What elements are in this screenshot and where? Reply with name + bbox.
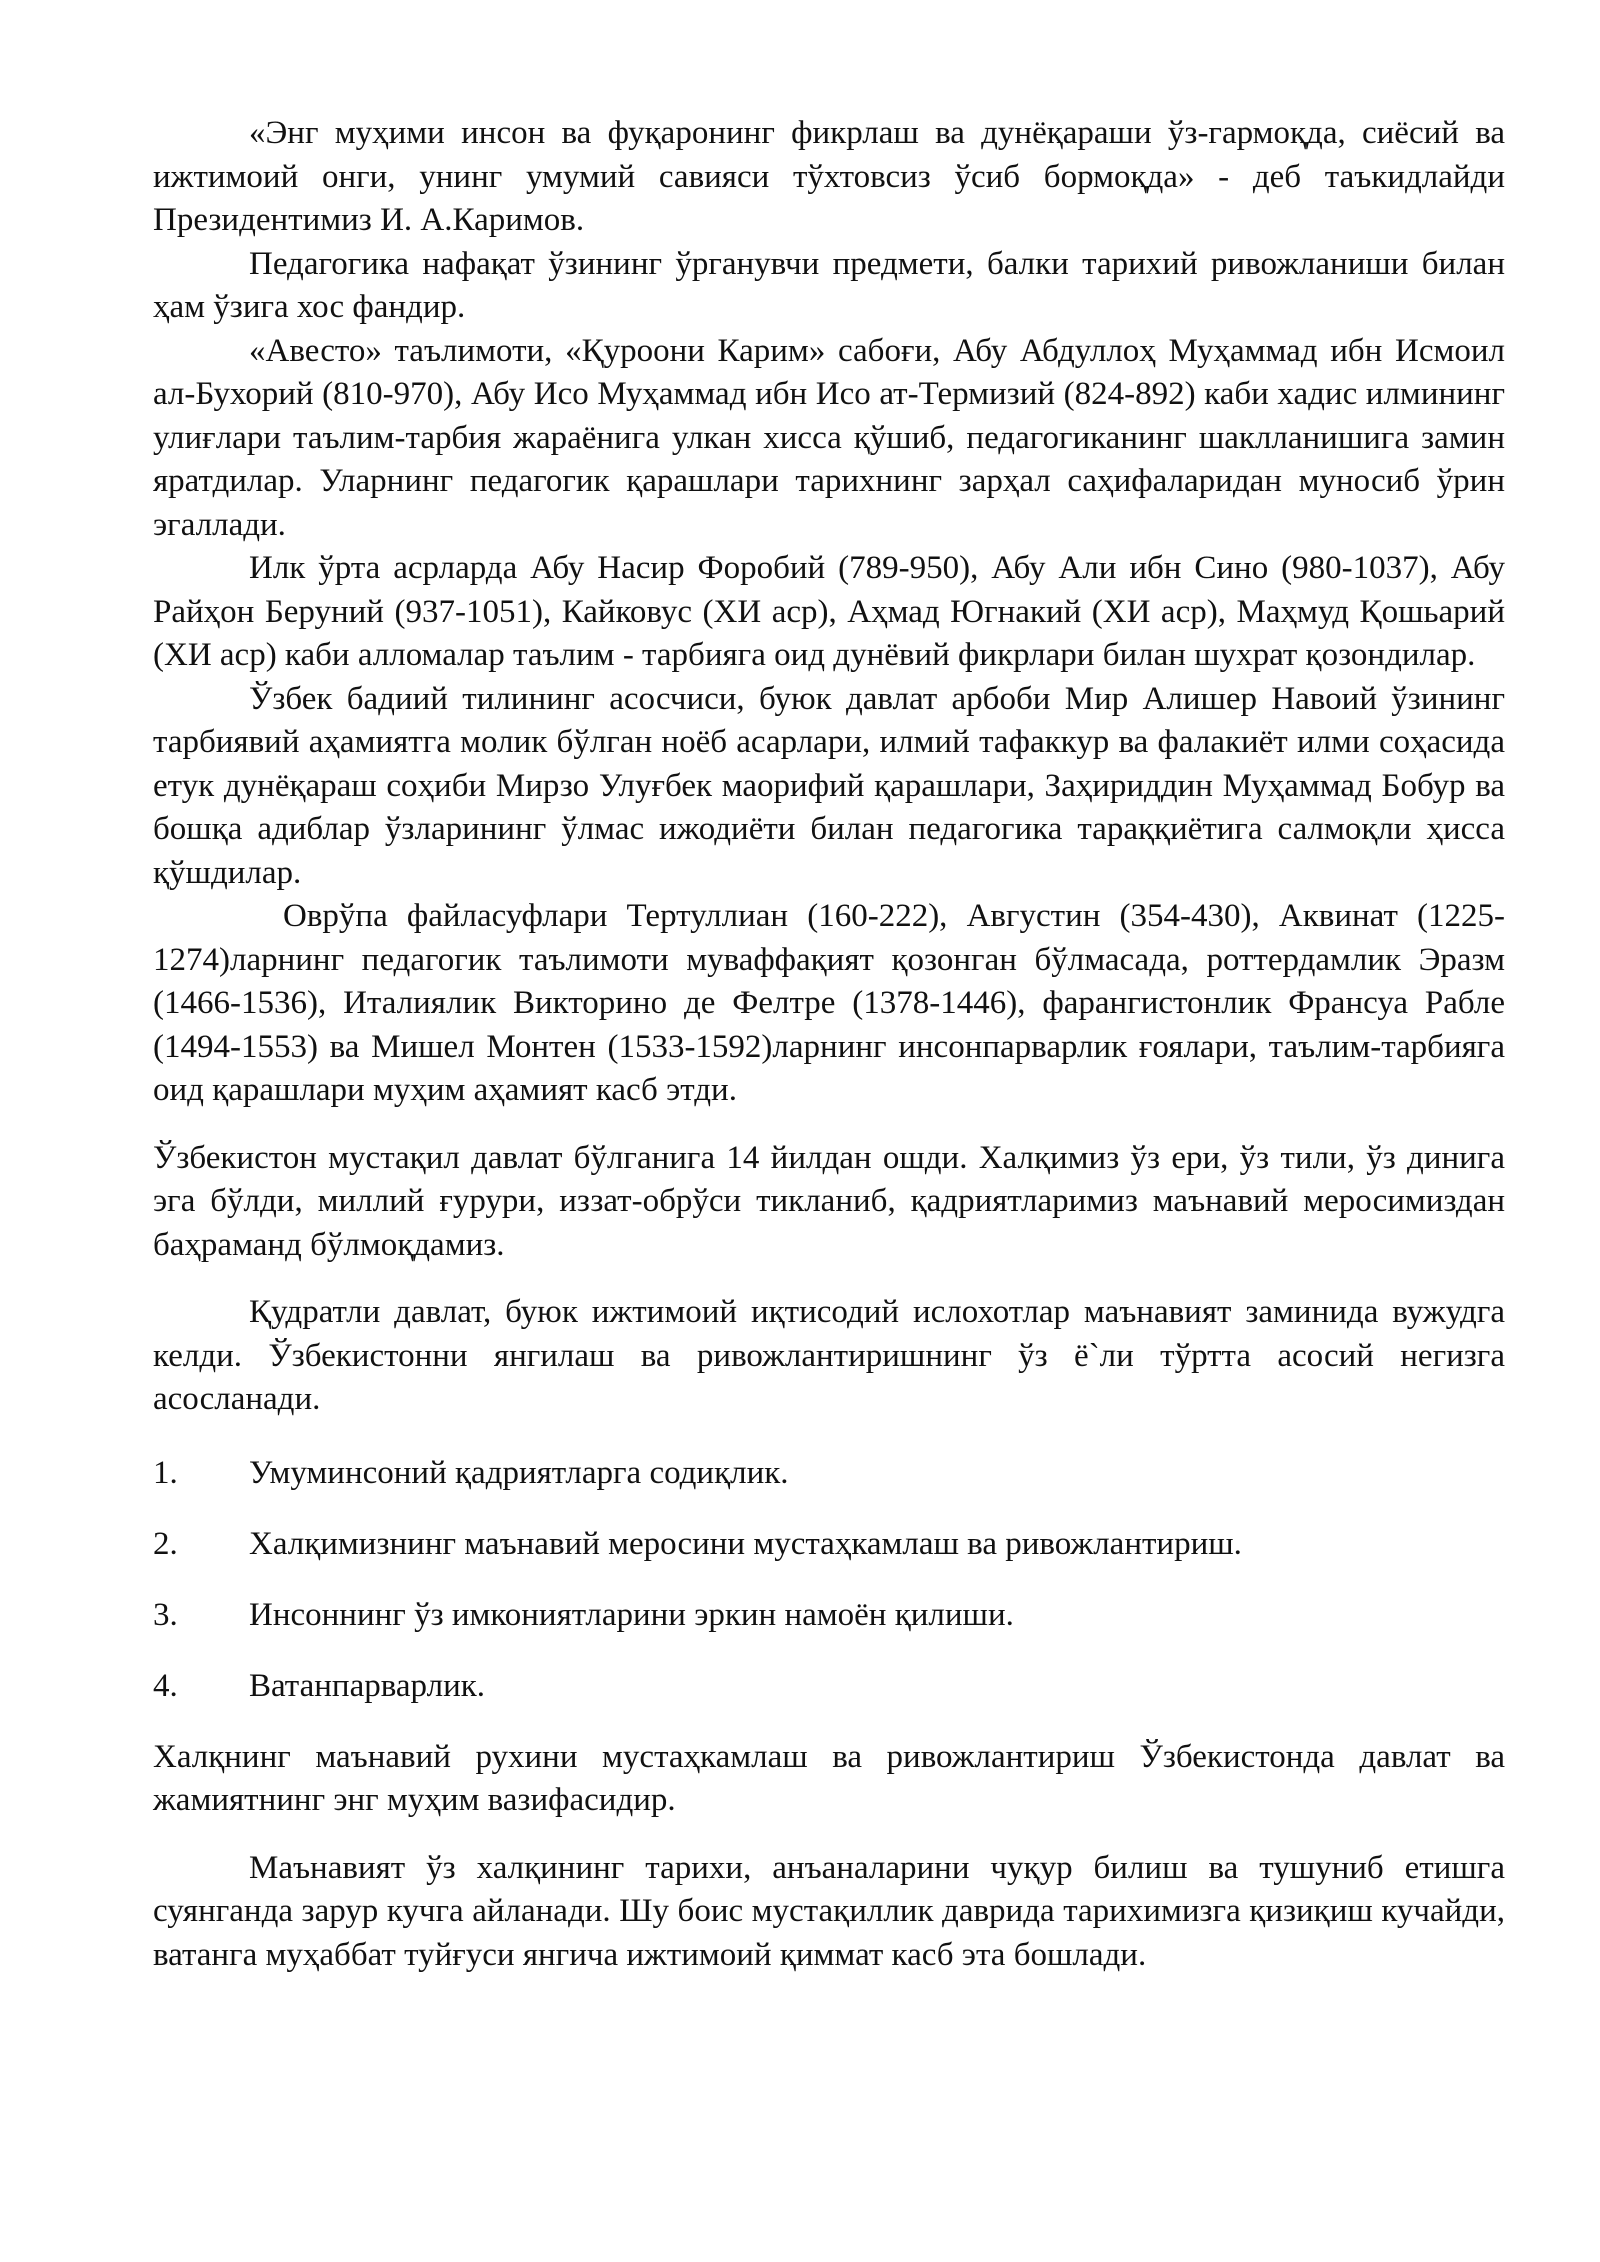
list-item-number: 2. (153, 1525, 178, 1562)
list-item-text: Ватанпарварлик. (249, 1667, 486, 1704)
paragraph-four-foundations: Қудратли давлат, буюк ижтимоий иқтисодий ислохотлар маънавият заминида вужудга келди. Ўзбекистонни янгилаш ва ривожлантиришнинг ўз ё`ли тўртта асосий негизга асосланади. (153, 1294, 1505, 1417)
paragraph-spirituality-history: Маънавият ўз халқининг тарихи, анъаналарини чуқур билиш ва тушуниб етишга суянганда зарур кучга айланади. Шу боис мустақиллик даврида тарихимизга қизиқиш кучайди, ватанга муҳаббат туйғуси янгича ижтимоий қиммат касб эта бошлади. (153, 1849, 1505, 1973)
paragraph-president-quote: «Энг муҳими инсон ва фуқаронинг фикрлаш ва дунёқараши ўз-гармоқда, сиёсий ва ижтимоий онги, унинг умумий савияси тўхтовсиз ўсиб бормоқда» - деб таъкидлайди Президентимиз И. А.Каримов. (153, 115, 1505, 238)
list-item (153, 1523, 1505, 1567)
paragraph-pedagogy-definition: Педагогика нафақат ўзининг ўрганувчи предмети, балки тарихий ривожланиши билан ҳам ўзига хос фандир. (153, 245, 1505, 325)
paragraph-navoi: Ўзбек бадиий тилининг асосчиси, буюк давлат арбоби Мир Алишер Навоий ўзининг тарбиявий аҳамиятга молик бўлган ноёб асарлари, илмий тафаккур ва фалакиёт илми соҳасида етук дунёқараш соҳиби Мирзо Улуғбек маорифий қарашлари, Заҳириддин Муҳаммад Бобур ва бошқа адиблар ўзларининг ўлмас ижодиёти билан педагогика тараққиётига салмоқли ҳисса қўшдилар. (153, 680, 1505, 891)
list-item-text: Умуминсоний қадриятларга содиқлик. (249, 1454, 789, 1491)
paragraph-avesto: «Авесто» таълимоти, «Қуроони Карим» сабоғи, Абу Абдуллоҳ Муҳаммад ибн Исмоил ал-Бухорий (810-970), Абу Исо Муҳаммад ибн Исо ат-Термизий (824-892) каби хадис илмининг улиғлари таълим-тарбия жараёнига улкан хисса қўшиб, педагогиканинг шаклланишига замин яратдилар. Уларнинг педагогик қарашлари тарихнинг зарҳал саҳифаларидан муносиб ўрин эгаллади. (153, 332, 1505, 543)
foundations-list (153, 1452, 1505, 1709)
paragraph-independence: Ўзбекистон мустақил давлат бўлганига 14 йилдан ошди. Халқимиз ўз ери, ўз тили, ўз динига эга бўлди, миллий ғурури, иззат-обрўси тикланиб, қадриятларимиз маънавий меросимиздан баҳраманд бўлмоқдамиз. (153, 1139, 1505, 1263)
list-item (153, 1452, 1505, 1496)
list-item-number: 1. (153, 1454, 178, 1491)
paragraph-early-middle-ages: Илк ўрта асрларда Абу Насир Форобий (789-950), Абу Али ибн Сино (980-1037), Абу Райҳон Беруний (937-1051), Кайковус (ХИ аср), Аҳмад Югнакий (ХИ аср), Маҳмуд Қошьарий (ХИ аср) каби алломалар таълим - тарбияга оид дунёвий фикрлари билан шухрат қозондилар. (153, 550, 1505, 673)
list-item-number: 3. (153, 1596, 178, 1633)
paragraph-spiritual-spirit: Халқнинг маънавий рухини мустаҳкамлаш ва ривожлантириш Ўзбекистонда давлат ва жамиятнинг энг муҳим вазифасидир. (153, 1738, 1505, 1818)
list-item-number: 4. (153, 1667, 178, 1704)
paragraph-european-philosophers: Оврўпа файласуфлари Тертуллиан (160-222), Августин (354-430), Аквинат (1225-1274)ларнинг педагогик таълимоти муваффақият қозонган бўлмасада, роттердамлик Эразм (1466-1536), Италиялик Викторино де Фелтре (1378-1446), фарангистонлик Франсуа Рабле (1494-1553) ва Мишел Монтен (1533-1592)ларнинг инсонпарварлик ғоялари, таълим-тарбияга оид қарашлари муҳим аҳамият касб этди. (153, 898, 1505, 1108)
list-item (153, 1665, 1505, 1709)
list-item-text: Инсоннинг ўз имкониятларини эркин намоён қилиши. (249, 1596, 1014, 1633)
list-item (153, 1594, 1505, 1638)
list-item-text: Халқимизнинг маънавий меросини мустаҳкамлаш ва ривожлантириш. (249, 1525, 1242, 1562)
document-page (153, 112, 1505, 1977)
